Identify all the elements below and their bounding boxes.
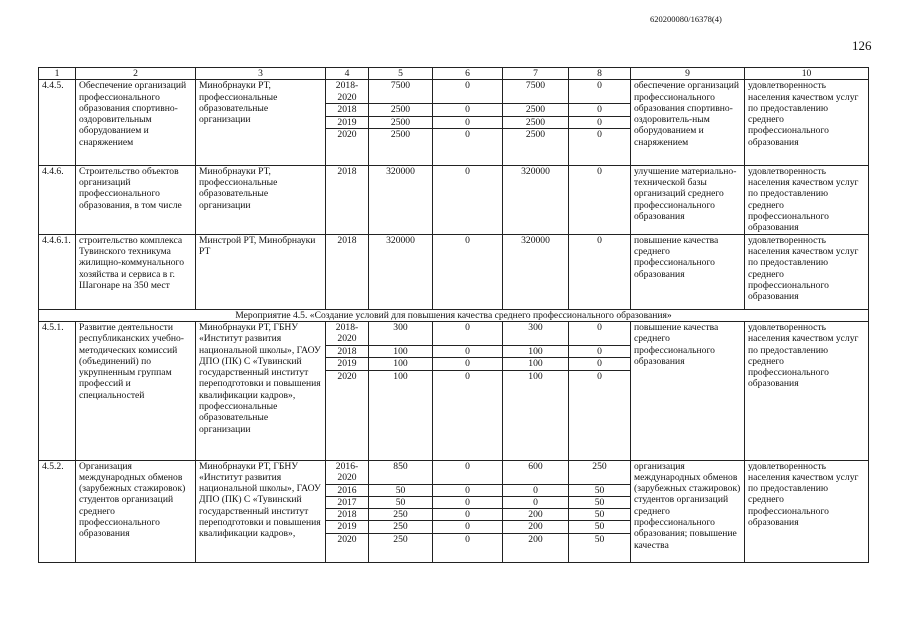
- other-funding: 0: [569, 80, 631, 104]
- federal-funding: 0: [433, 165, 503, 234]
- total-funding: 50: [369, 496, 433, 508]
- indicator: удовлетворенность населения качеством услуг по предоставлению среднего профессионального образования: [745, 80, 869, 166]
- federal-funding: 0: [433, 321, 503, 345]
- year: 2018: [326, 345, 369, 357]
- year: 2018: [326, 165, 369, 234]
- total-funding: 7500: [369, 80, 433, 104]
- other-funding: 50: [569, 484, 631, 496]
- total-funding: 300: [369, 321, 433, 345]
- page-number: 126: [852, 38, 872, 53]
- year: 2019: [326, 358, 369, 370]
- republic-funding: 100: [503, 370, 569, 460]
- year: 2018-2020: [326, 80, 369, 104]
- item-executors: Минобрнауки РТ, профессиональные образовательные организации: [196, 165, 326, 234]
- column-header: 8: [569, 68, 631, 80]
- section-title: Мероприятие 4.5. «Создание условий для повышения качества среднего профессионального образования»: [39, 309, 869, 321]
- item-number: 4.5.2.: [39, 460, 76, 562]
- republic-funding: 600: [503, 460, 569, 484]
- total-funding: 100: [369, 345, 433, 357]
- year: 2018-2020: [326, 321, 369, 345]
- column-header: 4: [326, 68, 369, 80]
- item-executors: Минобрнауки РТ, профессиональные образовательные организации: [196, 80, 326, 166]
- republic-funding: 200: [503, 533, 569, 562]
- other-funding: 0: [569, 370, 631, 460]
- federal-funding: 0: [433, 116, 503, 128]
- total-funding: 50: [369, 484, 433, 496]
- indicator: удовлетворенность населения качеством услуг по предоставлению среднего профессионального образования: [745, 165, 869, 234]
- year: 2016-2020: [326, 460, 369, 484]
- total-funding: 2500: [369, 104, 433, 116]
- year: 2020: [326, 128, 369, 165]
- republic-funding: 200: [503, 521, 569, 533]
- item-name: строительство комплекса Тувинского техникума жилищно-коммунального хозяйства и сервиса в г. Шагонаре на 350 мест: [76, 234, 196, 309]
- federal-funding: 0: [433, 509, 503, 521]
- column-header: 7: [503, 68, 569, 80]
- year: 2020: [326, 370, 369, 460]
- total-funding: 850: [369, 460, 433, 484]
- federal-funding: 0: [433, 345, 503, 357]
- republic-funding: 300: [503, 321, 569, 345]
- republic-funding: 0: [503, 496, 569, 508]
- total-funding: 250: [369, 533, 433, 562]
- republic-funding: 100: [503, 345, 569, 357]
- column-header: 10: [745, 68, 869, 80]
- expected-result: повышение качества среднего профессионального образования: [631, 321, 745, 460]
- indicator: удовлетворенность населения качеством услуг по предоставлению среднего профессионального образования: [745, 460, 869, 562]
- activities-table: [38, 67, 869, 563]
- total-funding: 100: [369, 370, 433, 460]
- republic-funding: 7500: [503, 80, 569, 104]
- item-executors: Минобрнауки РТ, ГБНУ «Институт развития национальной школы», ГАОУ ДПО (ПК) С «Тувинский государственный институт переподготовки и повышения квалификации кадров»,: [196, 460, 326, 562]
- republic-funding: 100: [503, 358, 569, 370]
- republic-funding: 320000: [503, 165, 569, 234]
- republic-funding: 320000: [503, 234, 569, 309]
- table-row: [39, 460, 869, 484]
- total-funding: 320000: [369, 234, 433, 309]
- column-header: 2: [76, 68, 196, 80]
- expected-result: обеспечение организаций профессионального образования спортивно-оздоровитель-ным оборудованием и снаряжением: [631, 80, 745, 166]
- item-executors: Минобрнауки РТ, ГБНУ «Институт развития национальной школы», ГАОУ ДПО (ПК) С «Тувинский государственный институт переподготовки и повышения квалификации кадров», профессиональные образовательные организации: [196, 321, 326, 460]
- year: 2018: [326, 104, 369, 116]
- column-header: 1: [39, 68, 76, 80]
- year: 2016: [326, 484, 369, 496]
- other-funding: 0: [569, 116, 631, 128]
- republic-funding: 2500: [503, 116, 569, 128]
- federal-funding: 0: [433, 533, 503, 562]
- year: 2018: [326, 234, 369, 309]
- other-funding: 50: [569, 496, 631, 508]
- header-row: [39, 68, 869, 80]
- federal-funding: 0: [433, 521, 503, 533]
- column-header: 6: [433, 68, 503, 80]
- item-name: Обеспечение организаций профессионального образования спортивно-оздоровительным оборудованием и снаряжением: [76, 80, 196, 166]
- table-row: [39, 80, 869, 104]
- indicator: удовлетворенность населения качеством услуг по предоставлению среднего профессионального образования: [745, 234, 869, 309]
- other-funding: 0: [569, 165, 631, 234]
- other-funding: 0: [569, 128, 631, 165]
- expected-result: повышение качества среднего профессионального образования: [631, 234, 745, 309]
- item-executors: Минстрой РТ, Минобрнауки РТ: [196, 234, 326, 309]
- document-id: 620200080/16378(4): [650, 14, 722, 24]
- year: 2020: [326, 533, 369, 562]
- federal-funding: 0: [433, 484, 503, 496]
- total-funding: 250: [369, 521, 433, 533]
- republic-funding: 200: [503, 509, 569, 521]
- republic-funding: 0: [503, 484, 569, 496]
- column-header: 5: [369, 68, 433, 80]
- total-funding: 100: [369, 358, 433, 370]
- other-funding: 0: [569, 345, 631, 357]
- item-number: 4.4.6.1.: [39, 234, 76, 309]
- table-row: [39, 321, 869, 345]
- year: 2017: [326, 496, 369, 508]
- total-funding: 2500: [369, 116, 433, 128]
- other-funding: 0: [569, 358, 631, 370]
- federal-funding: 0: [433, 370, 503, 460]
- table-row: [39, 234, 869, 309]
- federal-funding: 0: [433, 234, 503, 309]
- other-funding: 50: [569, 533, 631, 562]
- year: 2019: [326, 116, 369, 128]
- section-row: [39, 309, 869, 321]
- other-funding: 0: [569, 321, 631, 345]
- other-funding: 0: [569, 234, 631, 309]
- other-funding: 50: [569, 521, 631, 533]
- column-header: 9: [631, 68, 745, 80]
- republic-funding: 2500: [503, 104, 569, 116]
- total-funding: 2500: [369, 128, 433, 165]
- republic-funding: 2500: [503, 128, 569, 165]
- item-name: Организация международных обменов (зарубежных стажировок) студентов организаций среднего профессионального образования: [76, 460, 196, 562]
- federal-funding: 0: [433, 80, 503, 104]
- total-funding: 320000: [369, 165, 433, 234]
- federal-funding: 0: [433, 358, 503, 370]
- indicator: удовлетворенность населения качеством услуг по предоставлению среднего профессионального образования: [745, 321, 869, 460]
- federal-funding: 0: [433, 460, 503, 484]
- column-header: 3: [196, 68, 326, 80]
- table-row: [39, 165, 869, 234]
- item-name: Строительство объектов организаций профессионального образования, в том числе: [76, 165, 196, 234]
- other-funding: 50: [569, 509, 631, 521]
- expected-result: улучшение материально-технической базы организаций среднего профессионального образования: [631, 165, 745, 234]
- federal-funding: 0: [433, 104, 503, 116]
- other-funding: 0: [569, 104, 631, 116]
- federal-funding: 0: [433, 128, 503, 165]
- item-number: 4.5.1.: [39, 321, 76, 460]
- year: 2018: [326, 509, 369, 521]
- total-funding: 250: [369, 509, 433, 521]
- item-number: 4.4.5.: [39, 80, 76, 166]
- item-number: 4.4.6.: [39, 165, 76, 234]
- expected-result: организация международных обменов (зарубежных стажировок) студентов организаций среднего профессионального образования; повышение качества: [631, 460, 745, 562]
- other-funding: 250: [569, 460, 631, 484]
- item-name: Развитие деятельности республиканских учебно-методических комиссий (объединений) по укрупненным группам профессий и специальностей: [76, 321, 196, 460]
- year: 2019: [326, 521, 369, 533]
- federal-funding: 0: [433, 496, 503, 508]
